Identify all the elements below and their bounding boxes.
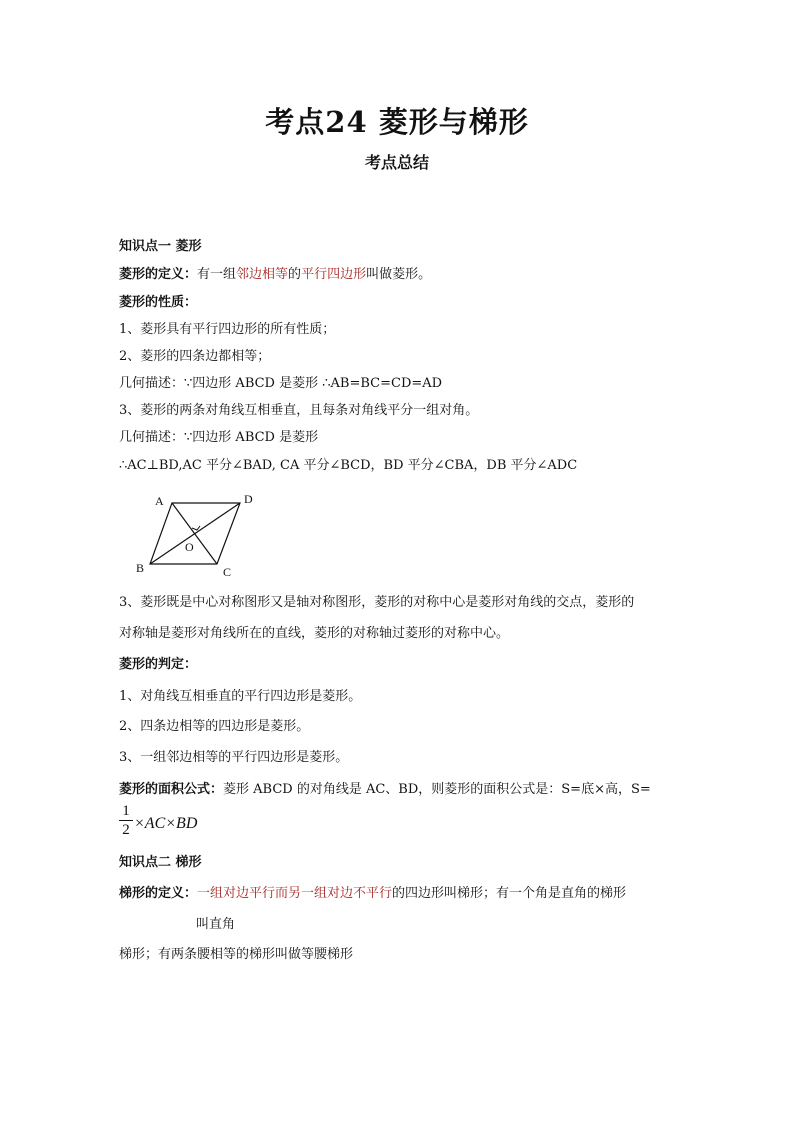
kp1-heading: 知识点一 菱形 xyxy=(119,239,202,254)
fraction-denominator: 2 xyxy=(122,822,130,838)
geo1-label: 几何描述： xyxy=(119,376,185,391)
symmetry-line-1: 3、菱形既是中心对称图形又是轴对称图形，菱形的对称中心是菱形对角线的交点，菱形的 xyxy=(119,595,635,610)
vertex-label-c: C xyxy=(223,565,232,579)
because-symbol: ∵ xyxy=(184,430,193,445)
trapezoid-line-2: 叫直角 xyxy=(196,917,236,932)
trapezoid-definition xyxy=(119,885,626,903)
rhombus-figure xyxy=(130,488,270,583)
area-text: 菱形 ABCD 的对角线是 AC、BD，则菱形的面积公式是：S=底×高，S= xyxy=(223,782,651,797)
geometric-description-2 xyxy=(119,429,318,447)
geo1-text-1: 四边形 ABCD 是菱形 xyxy=(192,376,323,391)
geo2-text: 四边形 ABCD 是菱形 xyxy=(192,430,319,445)
def-text-2: 的 xyxy=(288,267,302,282)
fraction-bar xyxy=(119,820,133,821)
definition-label: 菱形的定义： xyxy=(119,267,198,282)
def-text-3: 叫做菱形。 xyxy=(366,267,432,282)
def-text-1: 有一组 xyxy=(197,267,237,282)
def-highlight-2: 平行四边形 xyxy=(301,267,367,282)
rhombus-definition xyxy=(119,266,431,284)
center-label-o: O xyxy=(185,540,194,554)
geometric-description-1 xyxy=(119,375,442,393)
geometric-result: ∴AC⊥BD,AC 平分∠BAD, CA 平分∠BCD，BD 平分∠CBA，DB 平分∠ADC xyxy=(119,458,578,473)
property-3: 3、菱形的两条对角线互相垂直，且每条对角线平分一组对角。 xyxy=(119,403,479,418)
therefore-symbol: ∴ xyxy=(322,376,331,391)
vertex-label-d: D xyxy=(244,492,253,506)
symmetry-line-2: 对称轴是菱形对角线所在的直线，菱形的对称轴过菱形的对称中心。 xyxy=(119,626,510,641)
diagonal-bd xyxy=(150,503,240,564)
property-1: 1、菱形具有平行四边形的所有性质； xyxy=(119,322,336,337)
judgement-3: 3、一组邻边相等的平行四边形是菱形。 xyxy=(119,750,349,765)
vertex-label-b: B xyxy=(136,561,145,575)
page-subtitle: 考点总结 xyxy=(364,153,429,172)
page-title: 考点24 菱形与梯形 xyxy=(265,105,529,139)
fraction-one-half xyxy=(119,803,133,838)
geo1-text-2: AB=BC=CD=AD xyxy=(330,376,443,391)
trapezoid-highlight: 一组对边平行而另一组对边不平行 xyxy=(197,886,393,901)
vertex-label-a: A xyxy=(155,494,164,508)
trapezoid-label: 梯形的定义： xyxy=(119,886,198,901)
judgement-label: 菱形的判定： xyxy=(119,657,198,672)
def-highlight-1: 邻边相等 xyxy=(236,267,289,282)
area-formula: ×AC×BD xyxy=(134,815,198,832)
kp2-heading: 知识点二 梯形 xyxy=(119,855,202,870)
trapezoid-text: 的四边形叫梯形；有一个角是直角的梯形 xyxy=(392,886,627,901)
property-2: 2、菱形的四条边都相等； xyxy=(119,349,271,364)
fraction-numerator: 1 xyxy=(122,803,130,819)
judgement-2: 2、四条边相等的四边形是菱形。 xyxy=(119,719,310,734)
area-formula-line xyxy=(119,781,651,799)
right-angle-mark xyxy=(192,526,200,530)
properties-label: 菱形的性质： xyxy=(119,295,198,310)
judgement-1: 1、对角线互相垂直的平行四边形是菱形。 xyxy=(119,689,362,704)
trapezoid-line-3: 梯形；有两条腰相等的梯形叫做等腰梯形 xyxy=(119,947,354,962)
because-symbol: ∵ xyxy=(184,376,193,391)
area-label: 菱形的面积公式： xyxy=(119,782,224,797)
geo2-label: 几何描述： xyxy=(119,430,185,445)
